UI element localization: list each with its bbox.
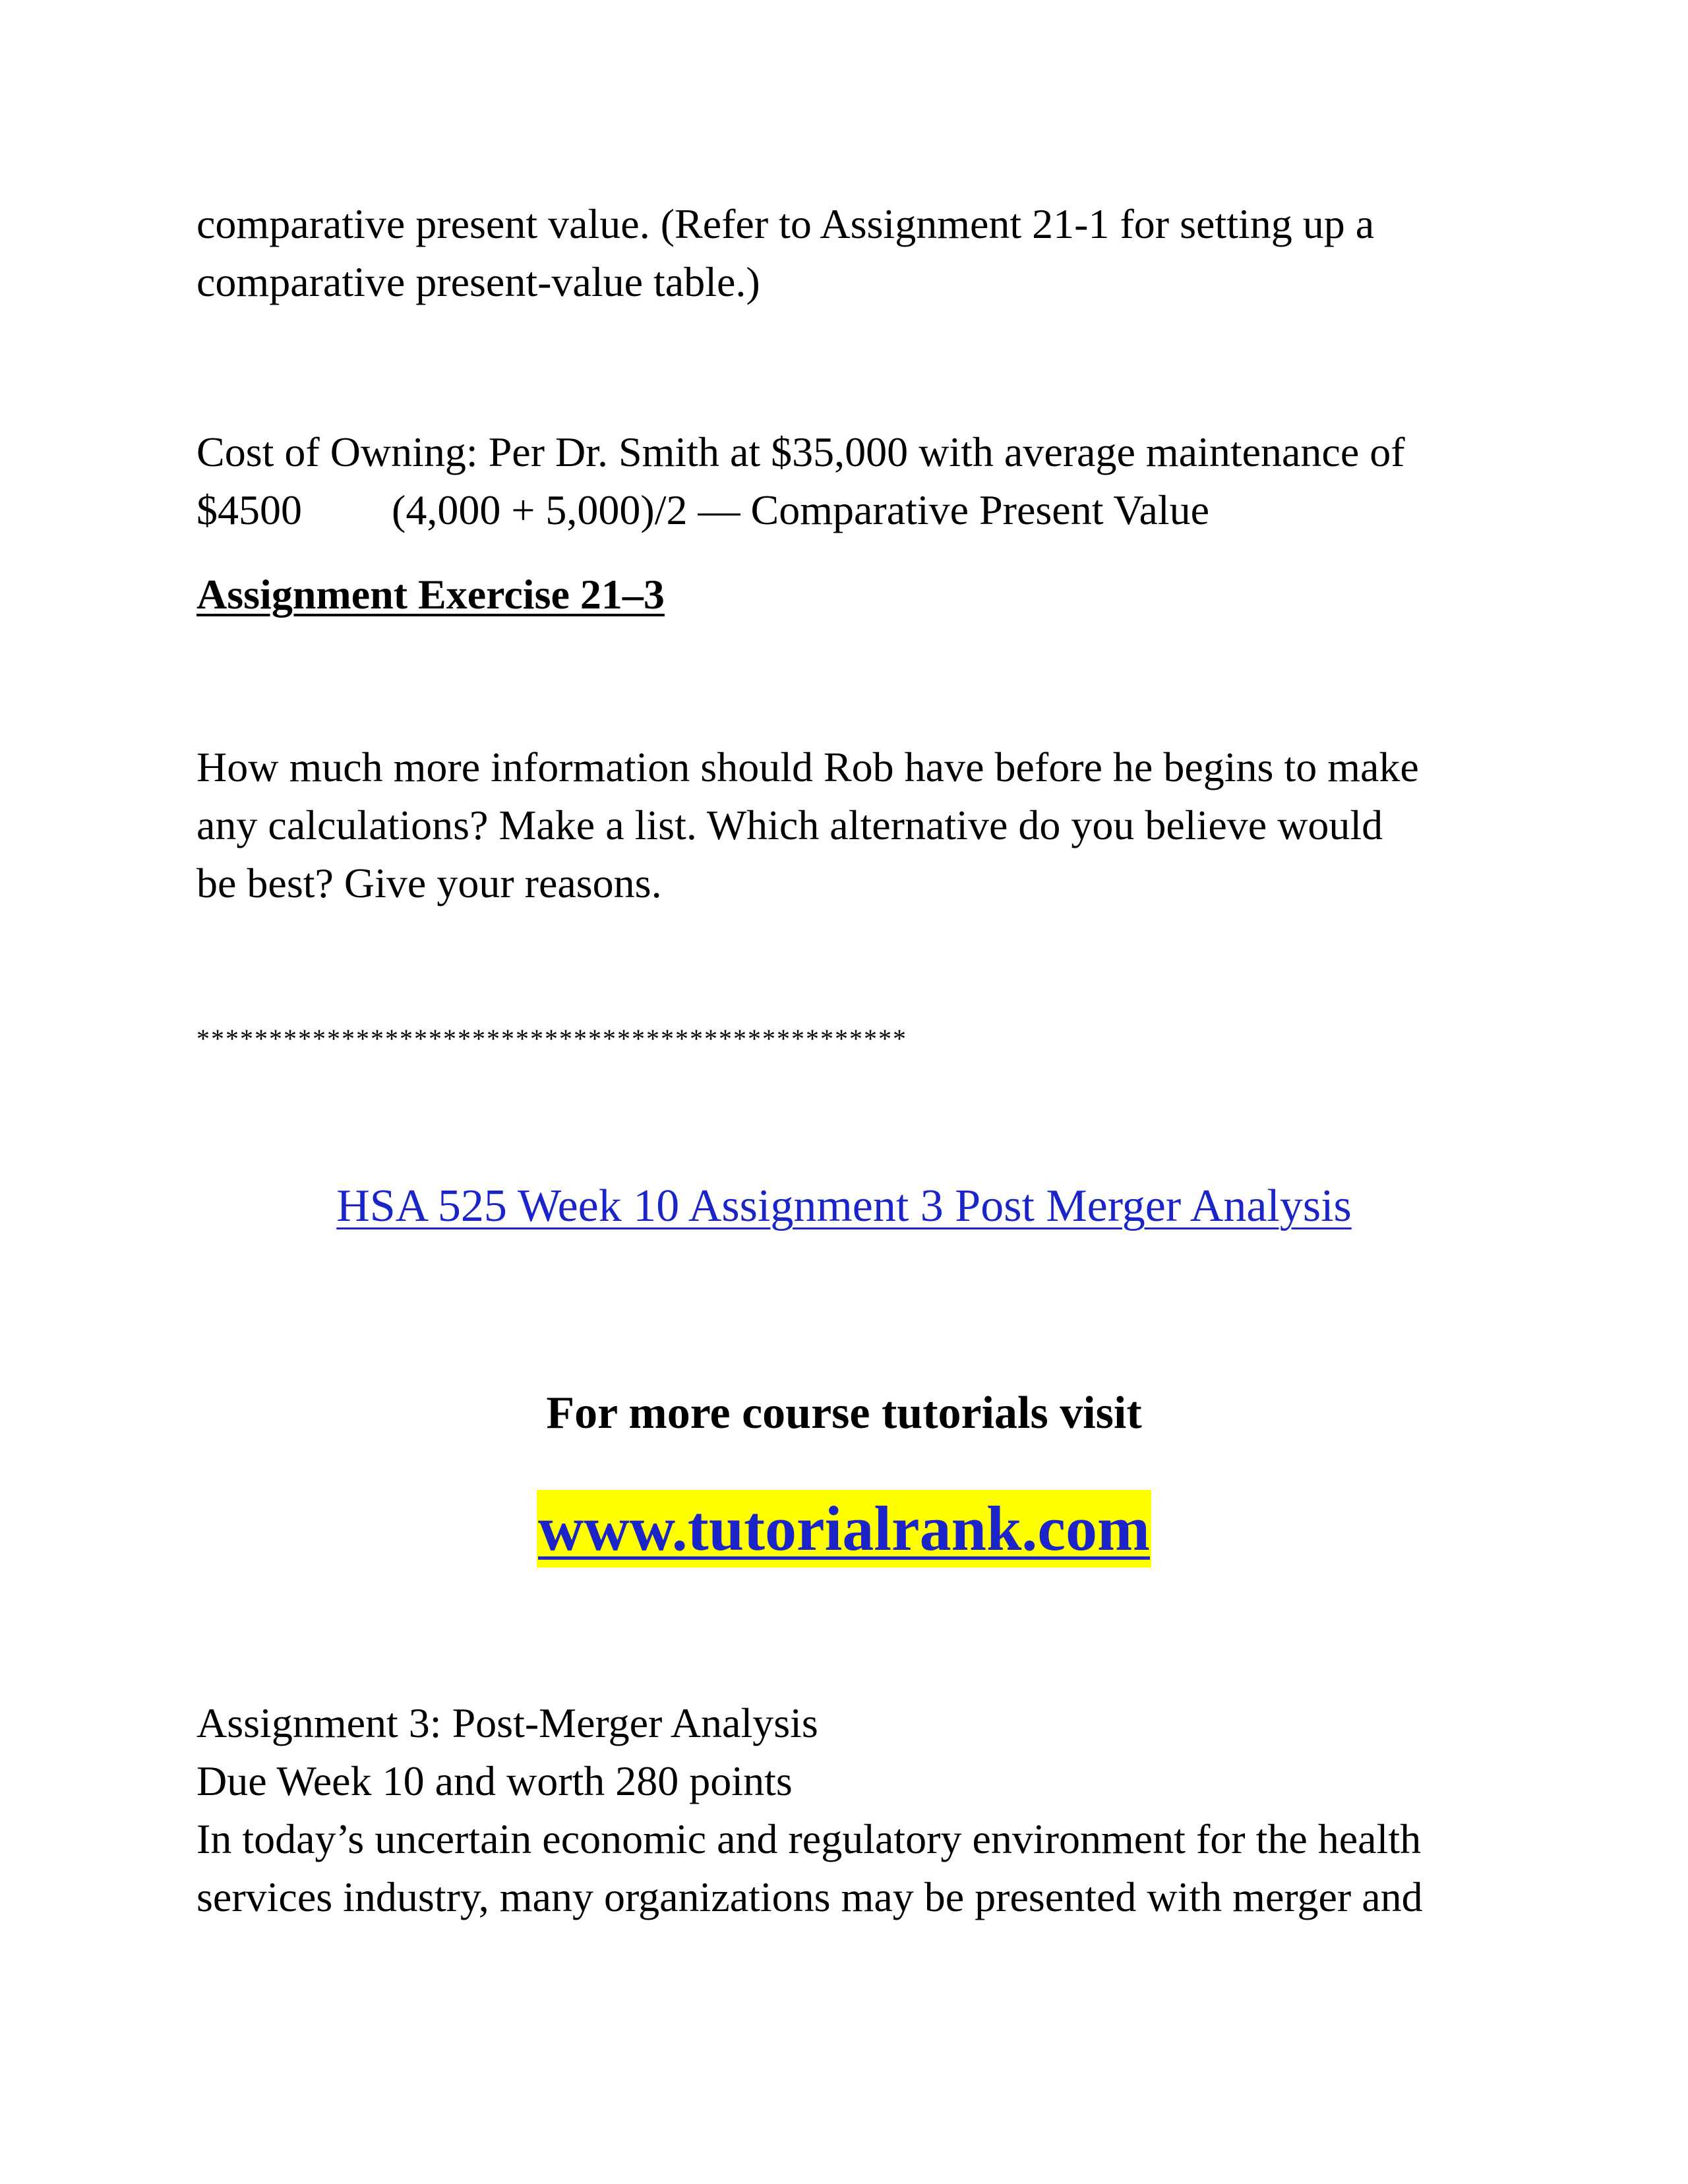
section-heading: Assignment Exercise 21–3	[196, 571, 665, 618]
course-link[interactable]: HSA 525 Week 10 Assignment 3 Post Merger Analysis	[336, 1181, 1352, 1231]
paragraph-line	[196, 481, 1209, 539]
paragraph-line: How much more information should Rob have before he begins to make	[196, 744, 1419, 790]
separator-stars: *************************************************	[196, 1024, 907, 1053]
paragraph-line: In today’s uncertain economic and regulatory environment for the health	[196, 1815, 1422, 1862]
website-link[interactable]: www.tutorialrank.com	[538, 1493, 1150, 1564]
paragraph-line: any calculations? Make a list. Which alternative do you believe would	[196, 802, 1383, 848]
website-row	[0, 1490, 1688, 1568]
maintenance-amount: $4500	[196, 487, 302, 533]
course-link-row	[0, 1180, 1688, 1233]
paragraph-line: comparative present value. (Refer to Assignment 21-1 for setting up a	[196, 200, 1375, 247]
paragraph-line: Assignment 3: Post-Merger Analysis	[196, 1699, 818, 1746]
paragraph-line: comparative present-value table.)	[196, 258, 760, 305]
website-highlight	[537, 1490, 1151, 1568]
promo-text: For more course tutorials visit	[546, 1388, 1142, 1438]
paragraph-line: be best? Give your reasons.	[196, 860, 662, 906]
paragraph-line: Cost of Owning: Per Dr. Smith at $35,000 with average maintenance of	[196, 428, 1405, 475]
paragraph-line: Due Week 10 and worth 280 points	[196, 1757, 793, 1804]
paragraph-line: services industry, many organizations may be presented with merger and	[196, 1874, 1423, 1920]
maintenance-formula: (4,000 + 5,000)/2 — Comparative Present Value	[392, 487, 1210, 533]
